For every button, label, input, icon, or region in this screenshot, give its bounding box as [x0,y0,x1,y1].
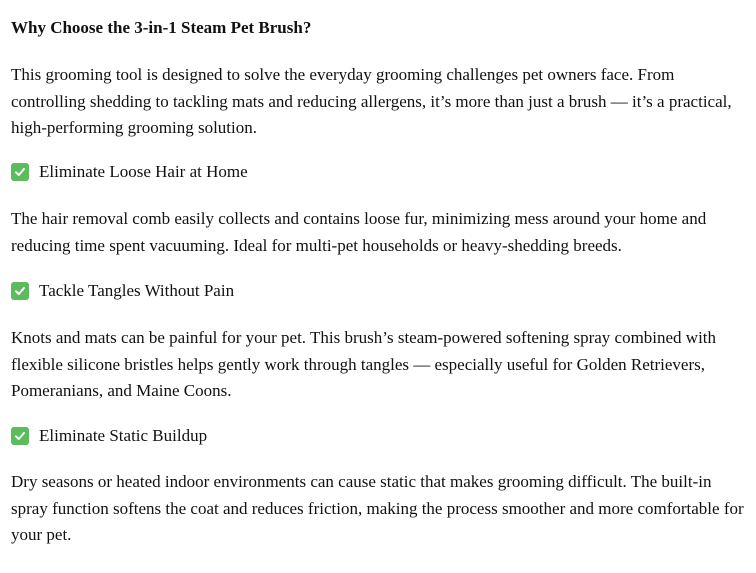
intro-paragraph: This grooming tool is designed to solve the everyday grooming challenges pet owners face. From controlling shedding to tackling mats and reducing allergens, it’s more than just a brush — it’s a practical, high-performing grooming solution. [11,65,732,137]
feature-heading-loose-hair [11,161,248,183]
article-title: Why Choose the 3-in-1 Steam Pet Brush? [11,18,312,37]
check-mark-icon [11,427,29,445]
check-mark-icon [11,163,29,181]
feature-body-tangles: Knots and mats can be painful for your pet. This brush’s steam-powered softening spray combined with flexible silicone bristles helps gently work through tangles — especially useful for Golden Retrievers, Pomeranians, and Maine Coons. [11,328,717,400]
feature-heading-tangles [11,280,234,302]
feature-heading-label: Eliminate Static Buildup [39,426,208,445]
feature-body-static: Dry seasons or heated indoor environments can cause static that makes grooming difficult. The built-in spray function softens the coat and reduces friction, making the process smoother and more comfortable for your pet. [11,472,744,544]
feature-body-loose-hair: The hair removal comb easily collects and contains loose fur, minimizing mess around your home and reducing time spent vacuuming. Ideal for multi-pet households or heavy-shedding breeds. [11,209,707,255]
feature-heading-label: Eliminate Loose Hair at Home [39,162,248,181]
feature-heading-static [11,425,207,447]
feature-heading-label: Tackle Tangles Without Pain [39,281,235,300]
check-mark-icon [11,282,29,300]
